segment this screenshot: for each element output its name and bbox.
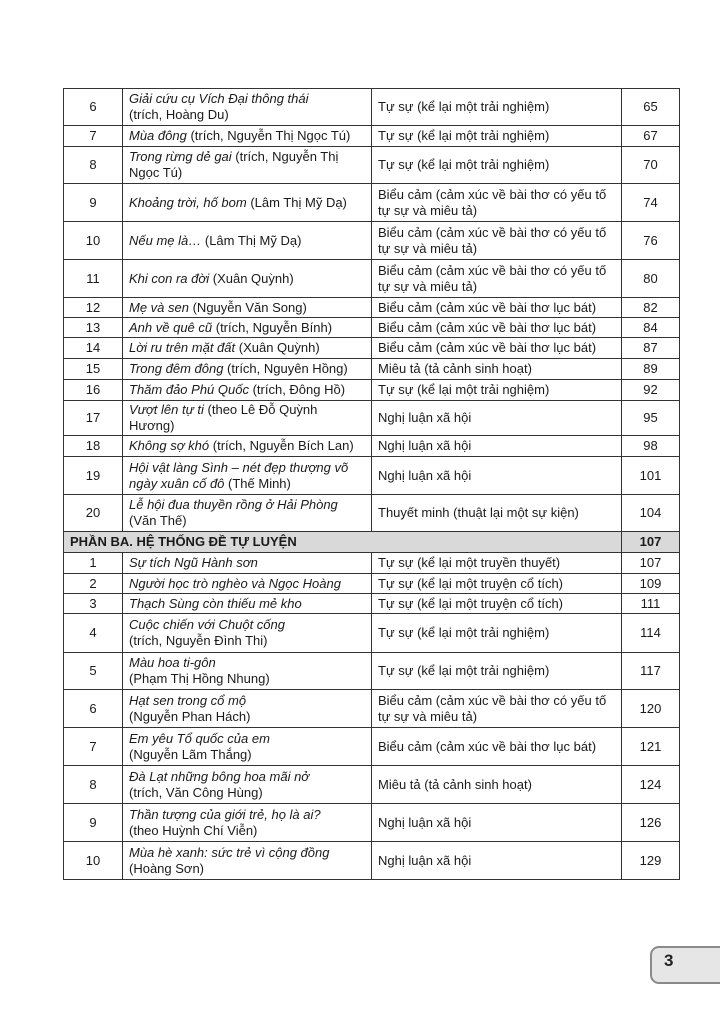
work-title: Nếu mẹ là… [129, 232, 202, 248]
table-row [64, 184, 680, 222]
row-page: 80 [622, 260, 680, 298]
row-title [123, 495, 372, 532]
row-title [123, 728, 372, 766]
work-author: (trích, Nguyễn Bính) [212, 319, 333, 335]
row-page: 121 [622, 728, 680, 766]
row-page: 65 [622, 89, 680, 126]
row-title [123, 222, 372, 260]
row-title [123, 401, 372, 436]
row-title [123, 766, 372, 804]
row-title [123, 298, 372, 318]
row-page: 92 [622, 380, 680, 401]
work-author: (trích, Nguyễn Thị Ngọc Tú) [129, 149, 339, 180]
row-page: 76 [622, 222, 680, 260]
section-page: 107 [622, 532, 680, 553]
table-row [64, 126, 680, 147]
table-row [64, 766, 680, 804]
row-number: 10 [64, 842, 123, 880]
row-genre: Nghị luận xã hội [372, 804, 622, 842]
row-number: 2 [64, 574, 123, 594]
row-page: 124 [622, 766, 680, 804]
table-row [64, 614, 680, 653]
table-row [64, 338, 680, 359]
work-author: (Hoàng Sơn) [129, 860, 205, 876]
row-title [123, 594, 372, 614]
work-title: Hạt sen trong cổ mộ [129, 692, 247, 708]
work-author: (trích, Nguyễn Thị Ngọc Tú) [186, 128, 351, 143]
work-author: (Lâm Thị Mỹ Dạ) [246, 194, 347, 210]
row-title [123, 436, 372, 457]
row-title [123, 147, 372, 184]
row-genre: Biểu cảm (cảm xúc về bài thơ có yếu tố tự sự và miêu tả) [372, 222, 622, 260]
work-author: (trích, Hoàng Du) [129, 107, 229, 122]
work-title: Cuộc chiến với Chuột cống [129, 617, 285, 632]
row-page: 70 [622, 147, 680, 184]
work-author: (trích, Văn Công Hùng) [129, 784, 263, 800]
work-title: Trong rừng dẻ gai [129, 149, 232, 164]
work-title: Mùa hè xanh: sức trẻ vì cộng đồng [129, 844, 330, 860]
row-genre: Tự sự (kể lại một trải nghiệm) [372, 126, 622, 147]
row-genre: Biểu cảm (cảm xúc về bài thơ lục bát) [372, 728, 622, 766]
table-row [64, 380, 680, 401]
row-number: 4 [64, 614, 123, 653]
row-genre: Miêu tả (tả cảnh sinh hoạt) [372, 359, 622, 380]
section-header [64, 532, 680, 553]
row-page: 109 [622, 574, 680, 594]
row-title [123, 318, 372, 338]
row-page: 74 [622, 184, 680, 222]
work-author: (Nguyễn Văn Song) [188, 299, 307, 315]
row-title [123, 553, 372, 574]
table-row [64, 495, 680, 532]
row-number: 1 [64, 553, 123, 574]
row-page: 82 [622, 298, 680, 318]
row-number: 3 [64, 594, 123, 614]
work-author: (Xuân Quỳnh) [235, 340, 320, 355]
work-author: (Phạm Thị Hồng Nhung) [129, 671, 270, 686]
row-number: 18 [64, 436, 123, 457]
table-row [64, 298, 680, 318]
table-of-contents [63, 88, 680, 880]
row-title [123, 614, 372, 653]
work-title: Em yêu Tổ quốc của em [129, 730, 270, 746]
row-page: 87 [622, 338, 680, 359]
row-page: 120 [622, 690, 680, 728]
work-title: Mẹ và sen [129, 299, 189, 315]
work-title: Màu hoa ti-gôn [129, 655, 216, 670]
row-title [123, 126, 372, 147]
work-author: (Văn Thế) [129, 513, 187, 528]
row-number: 8 [64, 147, 123, 184]
table-row [64, 222, 680, 260]
table-row [64, 359, 680, 380]
work-title: Khoảng trời, hố bom [129, 194, 247, 210]
work-title: Giải cứu cụ Vích Đại thông thái [129, 91, 309, 106]
work-title: Thạch Sùng còn thiếu mẻ kho [129, 595, 302, 611]
row-title [123, 457, 372, 495]
row-page: 67 [622, 126, 680, 147]
row-genre: Tự sự (kể lại một trải nghiệm) [372, 89, 622, 126]
row-page: 117 [622, 653, 680, 690]
table-row [64, 318, 680, 338]
row-genre: Miêu tả (tả cảnh sinh hoạt) [372, 766, 622, 804]
work-title: Anh về quê cũ [129, 319, 213, 335]
row-genre: Tự sự (kể lại một trải nghiệm) [372, 147, 622, 184]
row-number: 17 [64, 401, 123, 436]
row-page: 84 [622, 318, 680, 338]
row-page: 101 [622, 457, 680, 495]
row-genre: Tự sự (kể lại một truyện cổ tích) [372, 574, 622, 594]
work-title: Người học trò nghèo và Ngọc Hoàng [129, 575, 341, 591]
row-genre: Biểu cảm (cảm xúc về bài thơ lục bát) [372, 318, 622, 338]
table-row [64, 553, 680, 574]
page-number-tab [650, 946, 720, 984]
row-page: 95 [622, 401, 680, 436]
work-title: Khi con ra đời [129, 270, 210, 286]
row-genre: Biểu cảm (cảm xúc về bài thơ có yếu tố tự sự và miêu tả) [372, 260, 622, 298]
work-title: Hội vật làng Sình – nét đẹp thượng võ ngày xuân cố đô [129, 459, 349, 491]
row-page: 126 [622, 804, 680, 842]
row-number: 7 [64, 126, 123, 147]
work-author: (trích, Nguyễn Bích Lan) [209, 438, 354, 453]
work-author: (trích, Nguyên Hồng) [223, 361, 348, 376]
row-page: 111 [622, 594, 680, 614]
table-row [64, 457, 680, 495]
work-title: Thần tượng của giới trẻ, họ là ai? [129, 806, 321, 822]
row-title [123, 359, 372, 380]
table-row [64, 690, 680, 728]
row-genre: Tự sự (kể lại một truyện cổ tích) [372, 594, 622, 614]
table-row [64, 89, 680, 126]
work-author: (Thế Minh) [224, 475, 291, 491]
table-row [64, 574, 680, 594]
row-genre: Nghị luận xã hội [372, 842, 622, 880]
row-number: 8 [64, 766, 123, 804]
table-row [64, 401, 680, 436]
work-author: (trích, Đông Hồ) [248, 382, 346, 397]
row-number: 19 [64, 457, 123, 495]
row-genre: Biểu cảm (cảm xúc về bài thơ có yếu tố tự sự và miêu tả) [372, 690, 622, 728]
row-genre: Biểu cảm (cảm xúc về bài thơ lục bát) [372, 338, 622, 359]
row-number: 20 [64, 495, 123, 532]
work-author: (trích, Nguyễn Đình Thi) [129, 633, 268, 648]
row-genre: Thuyết minh (thuật lại một sự kiện) [372, 495, 622, 532]
row-number: 9 [64, 184, 123, 222]
page-number: 3 [664, 951, 674, 970]
row-number: 7 [64, 728, 123, 766]
work-title: Lễ hội đua thuyền rồng ở Hải Phòng [129, 497, 338, 512]
work-title: Mùa đông [129, 128, 187, 143]
row-title [123, 574, 372, 594]
row-genre: Biểu cảm (cảm xúc về bài thơ có yếu tố tự sự và miêu tả) [372, 184, 622, 222]
row-page: 104 [622, 495, 680, 532]
row-title [123, 184, 372, 222]
table-row [64, 842, 680, 880]
row-title [123, 260, 372, 298]
work-title: Sự tích Ngũ Hành sơn [129, 555, 258, 570]
table-row [64, 436, 680, 457]
row-title [123, 690, 372, 728]
work-title: Đà Lạt những bông hoa mãi nở [129, 768, 310, 784]
table-row [64, 260, 680, 298]
row-number: 5 [64, 653, 123, 690]
table-row [64, 594, 680, 614]
row-number: 15 [64, 359, 123, 380]
row-number: 13 [64, 318, 123, 338]
table-row [64, 147, 680, 184]
row-page: 98 [622, 436, 680, 457]
work-title: Vượt lên tự ti [129, 402, 204, 417]
row-number: 14 [64, 338, 123, 359]
row-title [123, 842, 372, 880]
row-genre: Tự sự (kể lại một trải nghiệm) [372, 614, 622, 653]
row-genre: Nghị luận xã hội [372, 436, 622, 457]
row-title [123, 804, 372, 842]
work-author: (theo Huỳnh Chí Viễn) [129, 822, 258, 838]
row-page: 107 [622, 553, 680, 574]
row-number: 11 [64, 260, 123, 298]
table-row [64, 804, 680, 842]
row-number: 6 [64, 690, 123, 728]
row-genre: Biểu cảm (cảm xúc về bài thơ lục bát) [372, 298, 622, 318]
table-row [64, 728, 680, 766]
work-author: (theo Lê Đỗ Quỳnh Hương) [129, 402, 318, 433]
work-title: Thăm đảo Phú Quốc [129, 382, 249, 397]
row-title [123, 338, 372, 359]
work-title: Lời ru trên mặt đất [129, 340, 236, 355]
work-author: (Nguyễn Phan Hách) [129, 708, 251, 724]
row-number: 6 [64, 89, 123, 126]
row-genre: Tự sự (kể lại một trải nghiệm) [372, 653, 622, 690]
row-number: 10 [64, 222, 123, 260]
row-number: 12 [64, 298, 123, 318]
row-number: 16 [64, 380, 123, 401]
row-genre: Tự sự (kể lại một truyền thuyết) [372, 553, 622, 574]
row-genre: Nghị luận xã hội [372, 457, 622, 495]
row-number: 9 [64, 804, 123, 842]
row-page: 89 [622, 359, 680, 380]
row-title [123, 89, 372, 126]
row-title [123, 653, 372, 690]
row-page: 114 [622, 614, 680, 653]
row-genre: Tự sự (kể lại một trải nghiệm) [372, 380, 622, 401]
table-row [64, 653, 680, 690]
work-title: Không sợ khó [129, 438, 210, 453]
row-page: 129 [622, 842, 680, 880]
work-author: (Lâm Thị Mỹ Dạ) [201, 232, 302, 248]
row-genre: Nghị luận xã hội [372, 401, 622, 436]
work-author: (Nguyễn Lãm Thắng) [129, 746, 252, 762]
row-title [123, 380, 372, 401]
section-title: PHẦN BA. HỆ THỐNG ĐỀ TỰ LUYỆN [64, 532, 622, 553]
work-author: (Xuân Quỳnh) [209, 270, 294, 286]
work-title: Trong đêm đông [129, 361, 224, 376]
